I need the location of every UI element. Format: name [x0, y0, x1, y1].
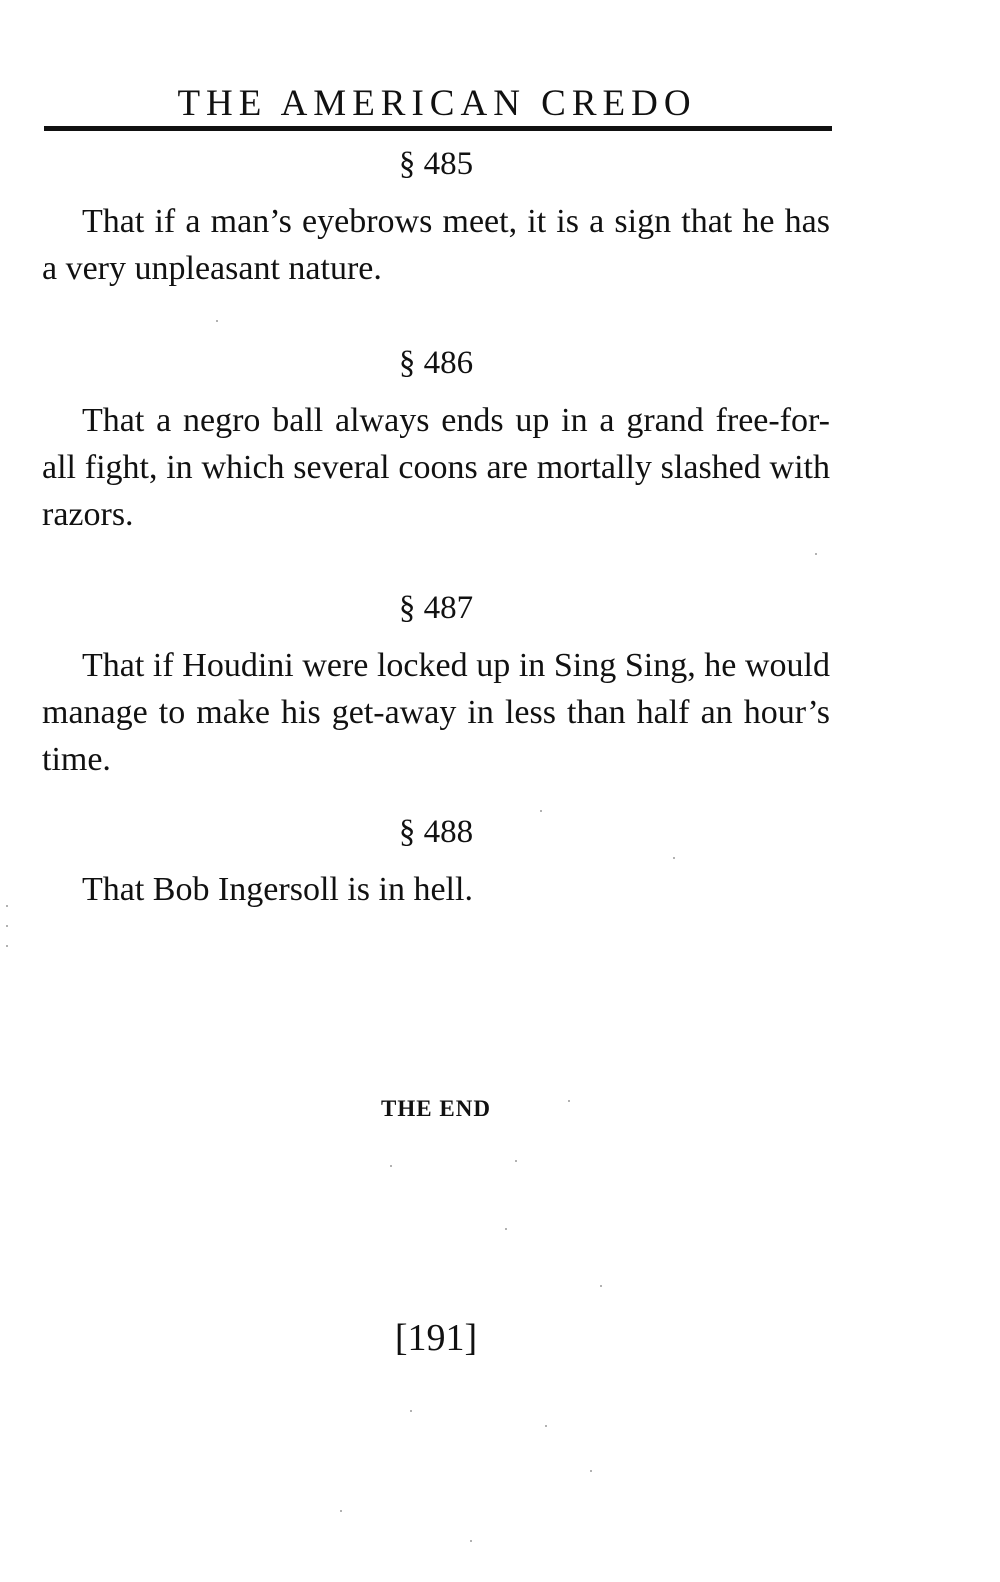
section-text: That Bob Ingersoll is in hell. — [82, 871, 473, 908]
section-488 — [42, 812, 830, 913]
section-number: § 485 — [398, 146, 474, 182]
section-number: § 487 — [398, 590, 474, 626]
running-head-title: THE AMERICAN CREDO — [177, 83, 697, 124]
section-text: That a negro ball always ends up in a grand free-for-all fight, in which several coons are mortally slashed with razors. — [42, 402, 830, 533]
section-485 — [42, 144, 830, 292]
section-number: § 486 — [398, 345, 474, 381]
section-text: That if a man’s eyebrows meet, it is a sign that he has a very unpleasant nature. — [42, 203, 830, 287]
page-number: [191] — [394, 1317, 478, 1359]
section-text: That if Houdini were locked up in Sing Sing, he would manage to make his get-away in less than half an hour’s time. — [42, 647, 830, 778]
end-mark: THE END — [381, 1096, 491, 1121]
section-487 — [42, 588, 830, 783]
header-rule — [44, 126, 832, 131]
section-486 — [42, 343, 830, 538]
section-number: § 488 — [398, 814, 474, 850]
